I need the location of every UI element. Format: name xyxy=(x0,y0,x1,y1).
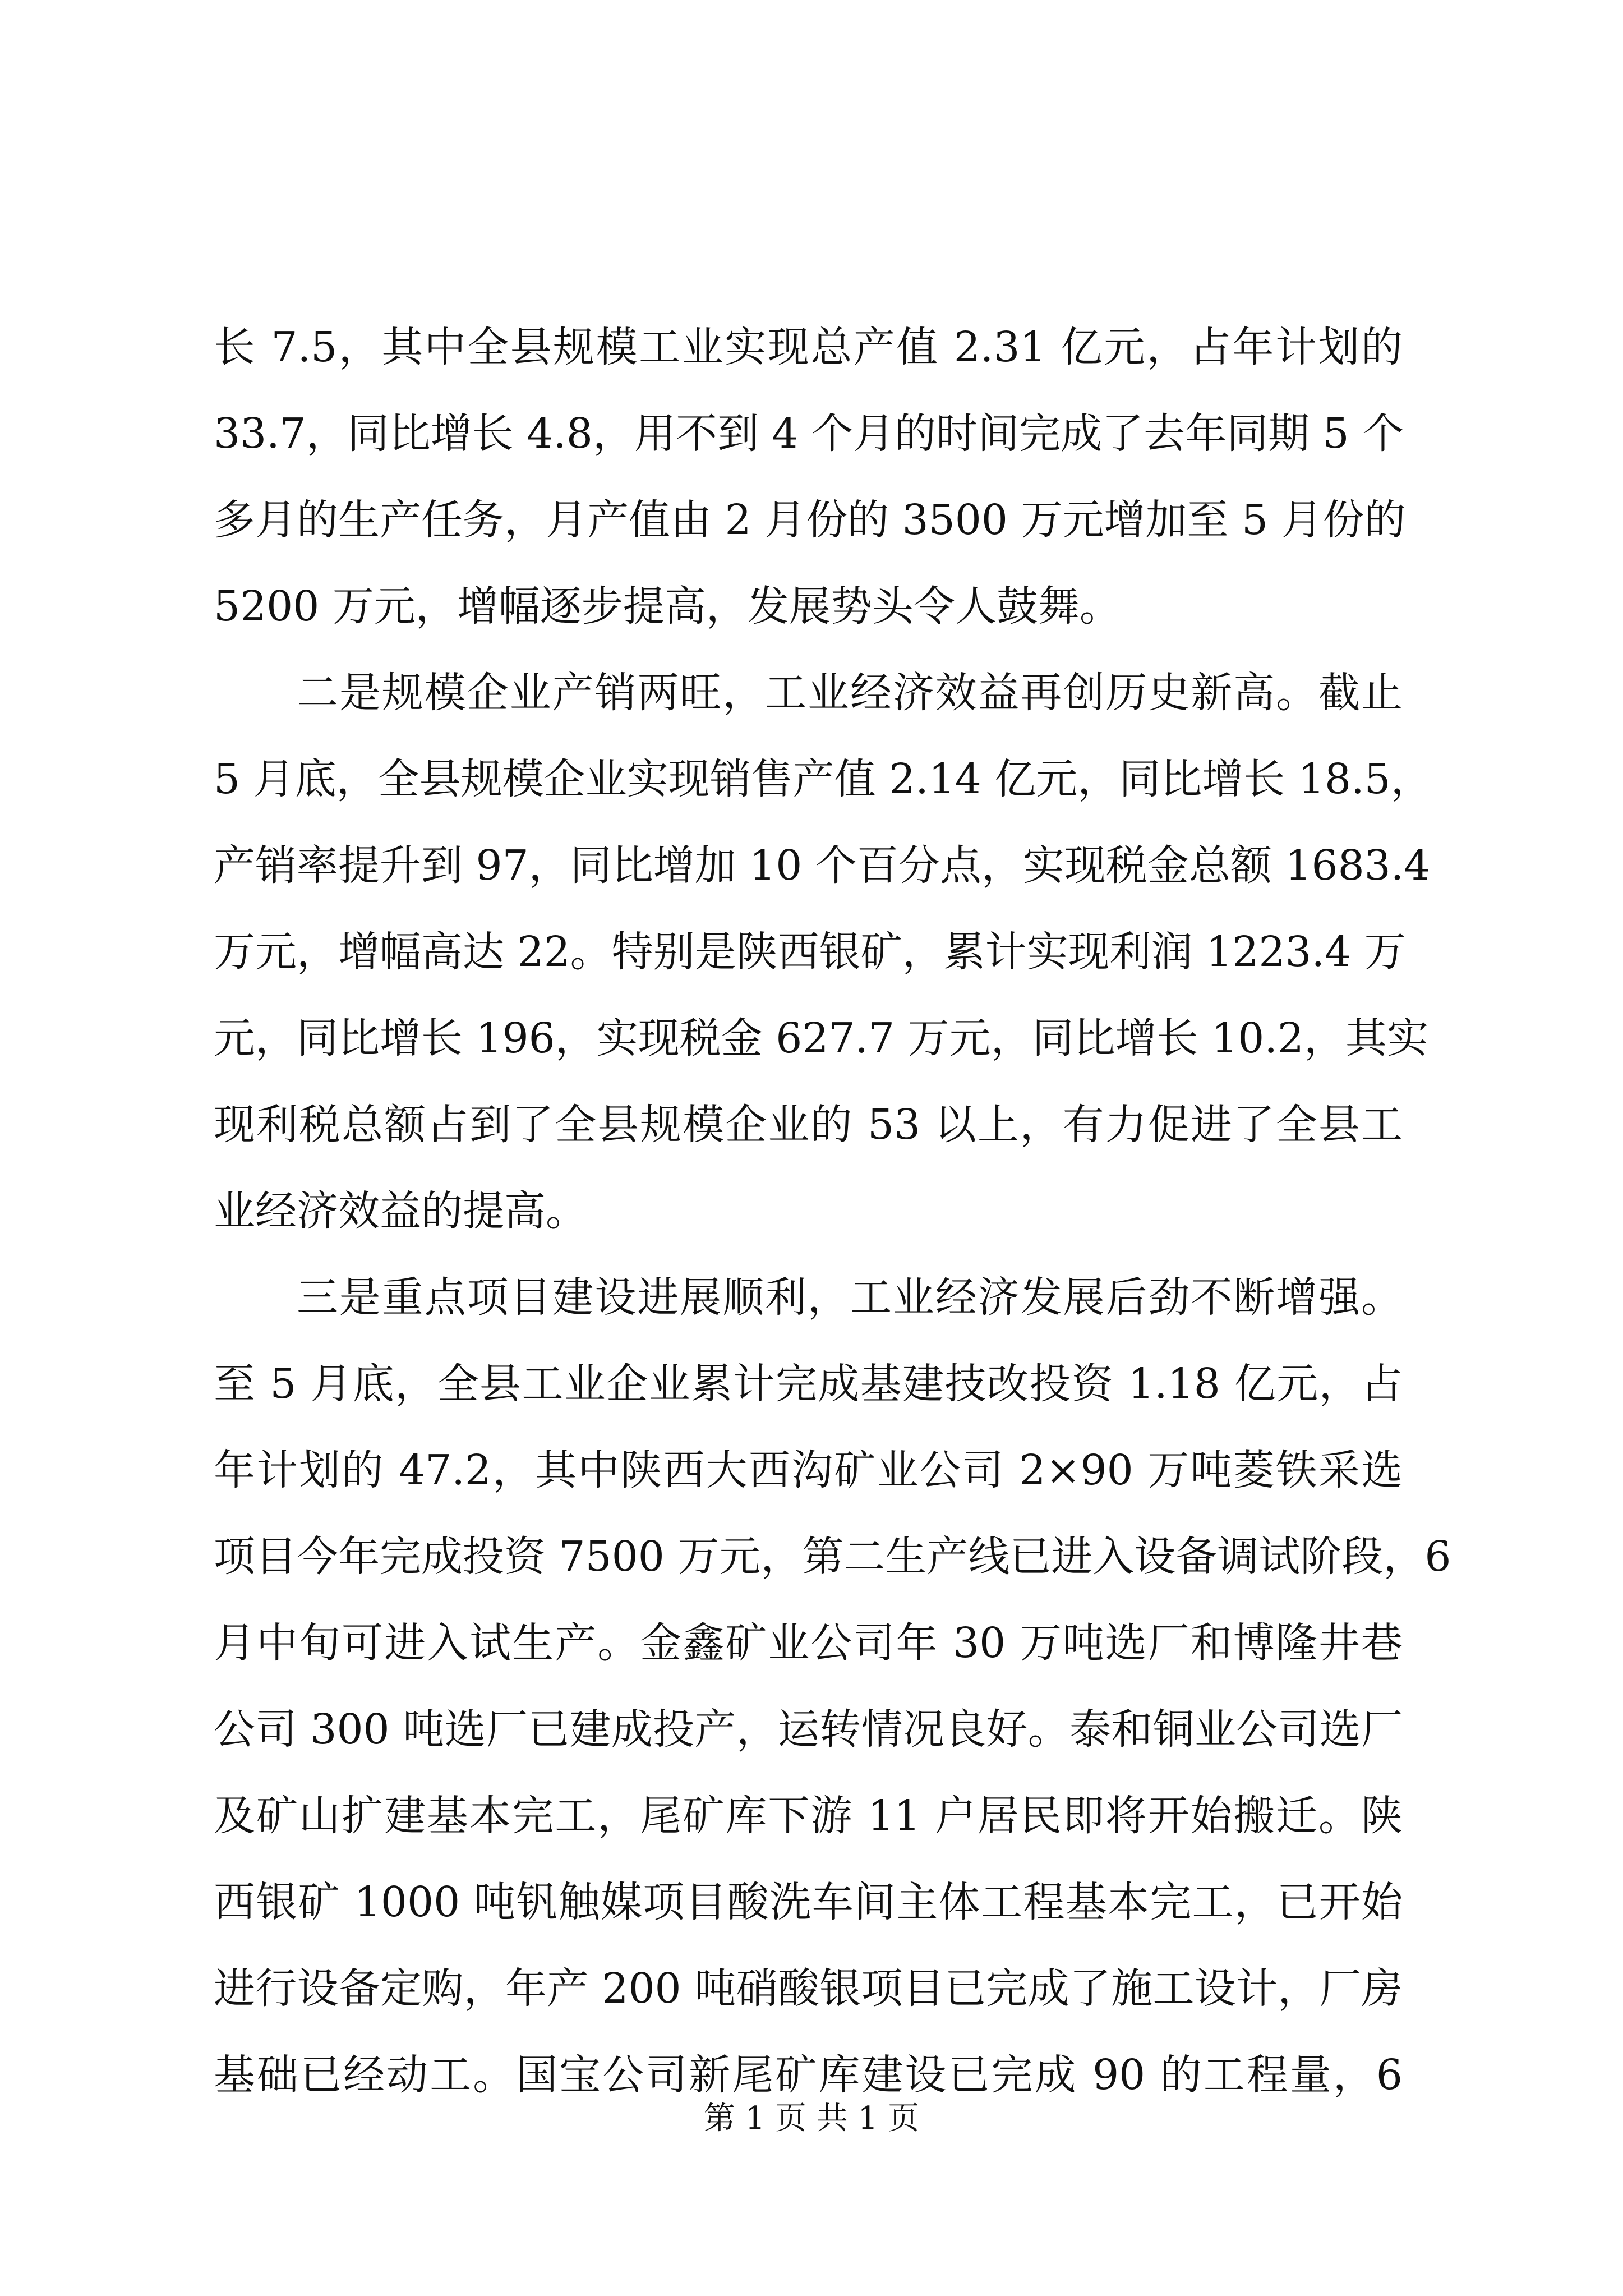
text-line: 业经济效益的提高。 xyxy=(214,1187,587,1235)
document-body xyxy=(214,304,1451,2118)
page-number: 第 1 页 共 1 页 xyxy=(703,2100,920,2137)
page-footer xyxy=(0,2099,1623,2138)
text-line: 现利税总额占到了全县规模企业的 53 以上，有力促进了全县工 xyxy=(214,1101,1403,1149)
text-line: 至 5 月底，全县工业企业累计完成基建技改投资 1.18 亿元，占 xyxy=(214,1360,1403,1408)
text-line: 西银矿 1000 吨钒触媒项目酸洗车间主体工程基本完工，已开始 xyxy=(214,1878,1403,1926)
text-line: 5200 万元，增幅逐步提高，发展势头令人鼓舞。 xyxy=(214,582,1121,631)
text-line: 5 月底，全县规模企业实现销售产值 2.14 亿元，同比增长 18.5， xyxy=(214,755,1432,803)
text-line: 元，同比增长 196，实现税金 627.7 万元，同比增长 10.2，其实 xyxy=(214,1014,1428,1062)
text-line: 年计划的 47.2，其中陕西大西沟矿业公司 2×90 万吨菱铁采选 xyxy=(214,1446,1403,1494)
text-line: 长 7.5，其中全县规模工业实现总产值 2.31 亿元，占年计划的 xyxy=(214,323,1403,371)
text-line: 产销率提升到 97，同比增加 10 个百分点，实现税金总额 1683.4 xyxy=(214,841,1431,890)
paragraph-first-line: 三是重点项目建设进展顺利，工业经济发展后劲不断增强。 xyxy=(297,1273,1403,1322)
text-line: 万元，增幅高达 22。特别是陕西银矿，累计实现利润 1223.4 万 xyxy=(214,928,1406,976)
text-line: 33.7，同比增长 4.8，用不到 4 个月的时间完成了去年同期 5 个 xyxy=(214,409,1404,458)
paragraph-first-line: 二是规模企业产销两旺，工业经济效益再创历史新高。截止 xyxy=(297,669,1403,717)
text-line: 多月的生产任务，月产值由 2 月份的 3500 万元增加至 5 月份的 xyxy=(214,496,1406,544)
text-line: 进行设备定购，年产 200 吨硝酸银项目已完成了施工设计，厂房 xyxy=(214,1964,1403,2013)
text-line: 项目今年完成投资 7500 万元，第二生产线已进入设备调试阶段，6 xyxy=(214,1533,1451,1581)
text-line: 月中旬可进入试生产。金鑫矿业公司年 30 万吨选厂和博隆井巷 xyxy=(214,1619,1403,1667)
text-line: 基础已经动工。国宝公司新尾矿库建设已完成 90 的工程量，6 xyxy=(214,2051,1403,2099)
text-line: 及矿山扩建基本完工，尾矿库下游 11 户居民即将开始搬迁。陕 xyxy=(214,1792,1403,1840)
text-line: 公司 300 吨选厂已建成投产，运转情况良好。泰和铜业公司选厂 xyxy=(214,1705,1403,1754)
